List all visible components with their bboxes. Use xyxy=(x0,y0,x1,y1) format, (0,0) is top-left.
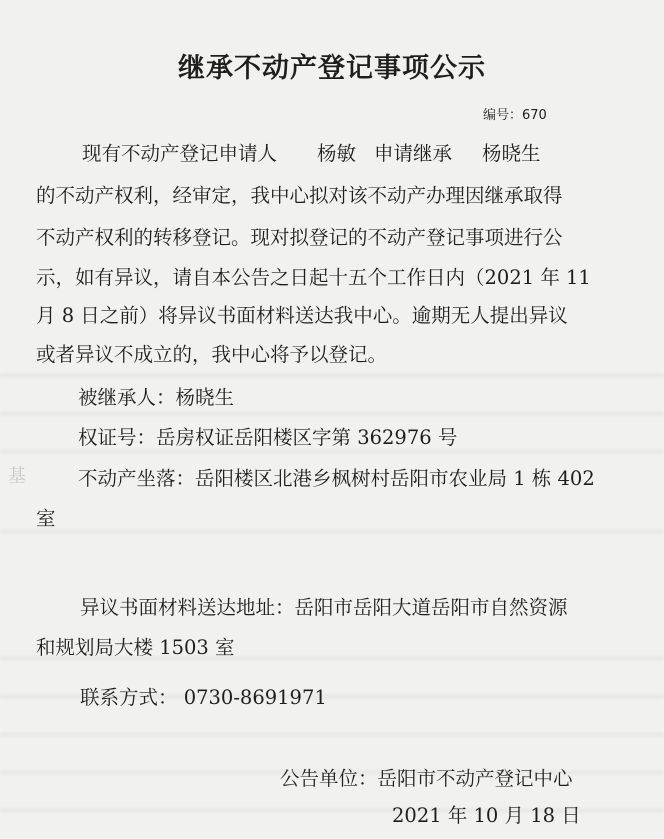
faint-edge-mark: 基 xyxy=(8,466,26,487)
body-line-5: 月 8 日之前）将异议书面材料送达我中心。逾期无人提出异议 xyxy=(36,304,568,327)
issue-date: 2021 年 10 月 18 日 xyxy=(392,804,581,827)
body-line-1 xyxy=(82,138,541,166)
applicant-prefix: 现有不动产登记申请人 xyxy=(82,142,278,165)
show-through-text xyxy=(0,500,664,560)
body-line-3: 不动产权利的转移登记。现对拟登记的不动产登记事项进行公 xyxy=(36,226,563,249)
serial-number: 编号：670 xyxy=(483,108,547,123)
issuer-line: 公告单位：岳阳市不动产登记中心 xyxy=(280,767,573,790)
certificate-line: 权证号：岳房权证岳阳楼区字第 362976 号 xyxy=(78,426,458,449)
location-line-continued: 室 xyxy=(36,507,56,530)
objection-address-line: 异议书面材料送达地址：岳阳市岳阳大道岳阳市自然资源 xyxy=(80,596,568,619)
contact-line: 联系方式： 0730-8691971 xyxy=(80,686,327,709)
applicant-name: 杨敏 xyxy=(317,142,357,165)
body-line-6: 或者异议不成立的，我中心将予以登记。 xyxy=(36,343,388,366)
decedent-line: 被继承人：杨晓生 xyxy=(78,386,235,409)
body-line-2: 的不动产权利，经审定，我中心拟对该不动产办理因继承取得 xyxy=(36,184,563,207)
inherit-phrase: 申请继承 xyxy=(374,142,453,165)
body-line-4: 示，如有异议，请自本公告之日起十五个工作日内（2021 年 11 xyxy=(36,266,591,289)
location-line: 不动产坐落：岳阳楼区北港乡枫树村岳阳市农业局 1 栋 402 xyxy=(78,467,595,490)
decedent-name: 杨晓生 xyxy=(482,142,541,165)
objection-address-line-continued: 和规划局大楼 1503 室 xyxy=(36,636,235,659)
page-title: 继承不动产登记事项公示 xyxy=(178,53,486,84)
